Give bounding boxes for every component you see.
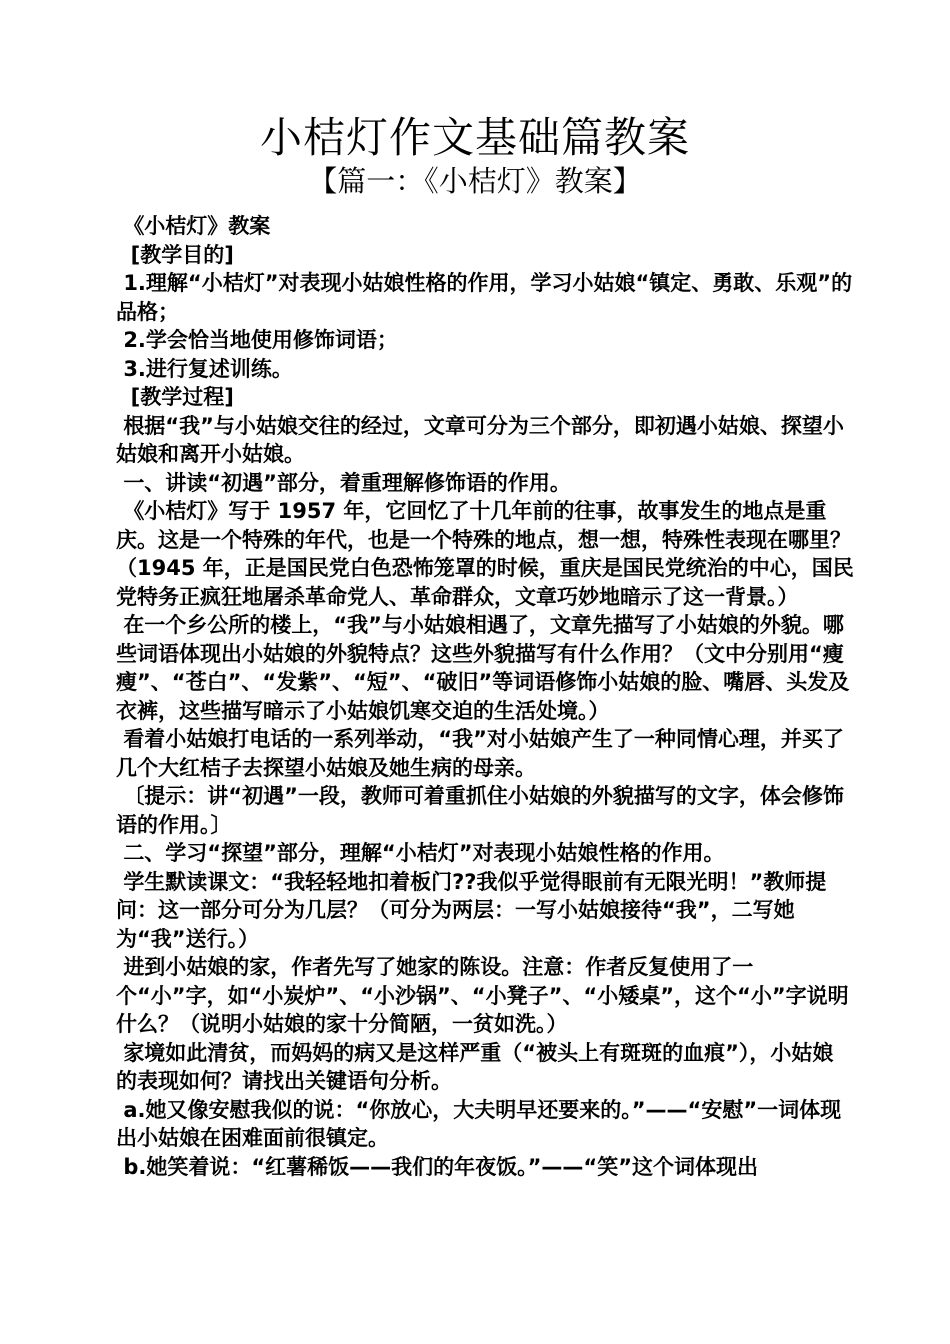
paragraph-hint: 〔提示：讲“初遇”一段，教师可着重抓住小姑娘的外貌描写的文字，体会修饰语的作用。〕	[116, 784, 844, 837]
paragraph-silent-reading: 学生默读课文：“我轻轻地扣着板门??我似乎觉得眼前有无限光明！”教师提问：这一部分可分为几层？（可分为两层：一写小姑娘接待“我”，二写她为“我”送行。）	[116, 869, 827, 951]
paragraph-goal-2: 2.学会恰当地使用修饰词语；	[116, 328, 398, 352]
paragraph-poverty: 家境如此清贫，而妈妈的病又是这样严重（“被头上有斑斑的血痕”），小姑娘的表现如何？请找出关键语句分析。	[116, 1040, 834, 1093]
document-subtitle: 【篇一：《小桔灯》教案】	[308, 164, 642, 198]
document-body	[116, 212, 854, 1181]
paragraph-teaching-process-heading: [教学过程]	[116, 385, 234, 409]
paragraph-point-a: a.她又像安慰我似的说：“你放心，大夫明早还要来的。”——“安慰”一词体现出小姑娘在困难面前很镇定。	[116, 1097, 842, 1150]
paragraph-structure: 根据“我”与小姑娘交往的经过，文章可分为三个部分，即初遇小姑娘、探望小姑娘和离开小姑娘。	[116, 413, 844, 466]
paragraph-lesson-heading: 《小桔灯》教案	[116, 214, 271, 238]
paragraph-section-1-heading: 一、讲读“初遇”部分，着重理解修饰语的作用。	[116, 470, 571, 495]
paragraph-background: 《小桔灯》写于 1957 年，它回忆了十几年前的往事，故事发生的地点是重庆。这是一个特殊的年代，也是一个特殊的地点，想一想，特殊性表现在哪里？（1945 年，正是国民党白色恐怖笼罩的时候，重庆是国民党统治的中心，国民党特务正疯狂地屠杀革命党人、革命群众，文章巧妙地暗示了这一背景。）	[116, 499, 854, 609]
paragraph-sympathy: 看着小姑娘打电话的一系列举动，“我”对小姑娘产生了一种同情心理，并买了几个大红桔子去探望小姑娘及她生病的母亲。	[116, 727, 844, 780]
paragraph-furnishings: 进到小姑娘的家，作者先写了她家的陈设。注意：作者反复使用了一个“小”字，如“小炭炉”、“小沙锅”、“小凳子”、“小矮桌”，这个“小”字说明什么？（说明小姑娘的家十分简陋，一贫如洗。）	[116, 955, 849, 1036]
paragraph-point-b: b.她笑着说：“红薯稀饭——我们的年夜饭。”——“笑”这个词体现出	[116, 1154, 759, 1179]
paragraph-appearance: 在一个乡公所的楼上，“我”与小姑娘相遇了，文章先描写了小姑娘的外貌。哪些词语体现出小姑娘的外貌特点？这些外貌描写有什么作用？（文中分别用“瘦瘦”、“苍白”、“发紫”、“短”、“破旧”等词语修饰小姑娘的脸、嘴唇、头发及衣裤，这些描写暗示了小姑娘饥寒交迫的生活处境。）	[116, 613, 850, 723]
paragraph-section-2-heading: 二、学习“探望”部分，理解“小桔灯”对表现小姑娘性格的作用。	[116, 841, 725, 865]
paragraph-goal-1: 1.理解“小桔灯”对表现小姑娘性格的作用，学习小姑娘“镇定、勇敢、乐观”的品格；	[116, 271, 853, 324]
paragraph-goal-3: 3.进行复述训练。	[116, 356, 293, 381]
document-title: 小桔灯作文基础篇教案	[259, 113, 690, 162]
paragraph-teaching-goals-heading: [教学目的]	[116, 242, 234, 267]
